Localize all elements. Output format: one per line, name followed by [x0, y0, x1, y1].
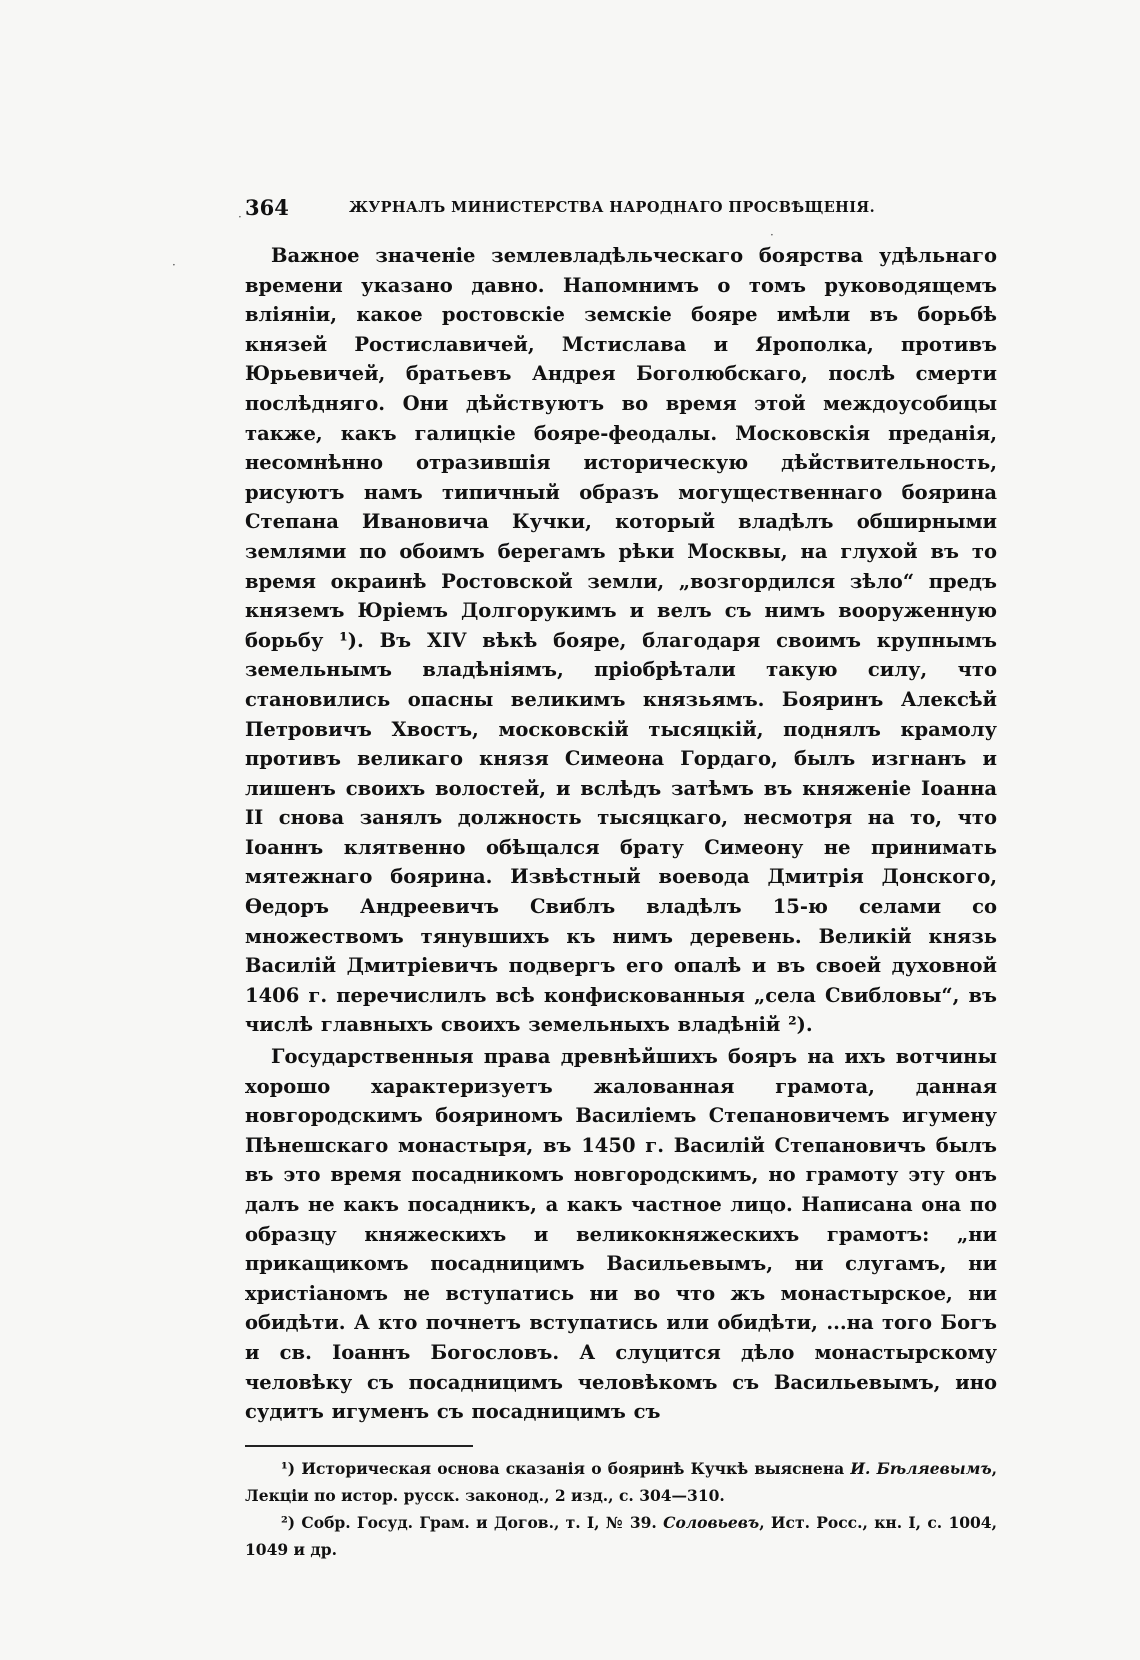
- footnote-2-author: Соловьевъ: [663, 1512, 760, 1532]
- footnotes: [245, 1455, 997, 1563]
- footnote-2: [245, 1509, 997, 1563]
- paragraph-1: Важное значеніе землевладѣльческаго боярства удѣльнаго времени указано давно. Напомнимъ о томъ руководящемъ вліяніи, какое ростовскіе земскіе бояре имѣли въ борьбѣ князей Ростиславичей, Мстислава и Ярополка, противъ Юрьевичей, братьевъ Андрея Боголюбскаго, послѣ смерти послѣдняго. Они дѣйствуютъ во время этой междоусобицы также, какъ галицкіе бояре-феодалы. Московскія преданія, несомнѣнно отразившія историческую дѣйствительность, рисуютъ намъ типичный образъ могущественнаго боярина Степана Ивановича Кучки, который владѣлъ обширными землями по обоимъ берегамъ рѣки Москвы, на глухой въ то время окраинѣ Ростовской земли, „возгордился зѣло“ предъ княземъ Юріемъ Долгорукимъ и велъ съ нимъ вооруженную борьбу ¹). Въ XIV вѣкѣ бояре, благодаря своимъ крупнымъ земельнымъ владѣніямъ, пріобрѣтали такую силу, что становились опасны великимъ князьямъ. Бояринъ Алексѣй Петровичъ Хвостъ, московскій тысяцкій, поднялъ крамолу противъ великаго князя Симеона Гордаго, былъ изгнанъ и лишенъ своихъ волостей, и вслѣдъ затѣмъ въ княженіе Іоанна II снова занялъ должность тысяцкаго, несмотря на то, что Іоаннъ клятвенно обѣщался брату Симеону не принимать мятежнаго боярина. Извѣстный воевода Дмитрія Донского, Өедоръ Андреевичъ Свиблъ владѣлъ 15-ю селами со множествомъ тянувшихъ къ нимъ деревень. Великій князь Василій Дмитріевичъ подвергъ его опалѣ и въ своей духовной 1406 г. перечислилъ всѣ конфискованныя „села Свибловы“, въ числѣ главныхъ своихъ земельныхъ владѣній ²).: [245, 244, 997, 1037]
- journal-title: ЖУРНАЛЪ МИНИСТЕРСТВА НАРОДНАГО ПРОСВѢЩЕНІЯ.: [349, 199, 876, 216]
- running-head: [245, 195, 997, 225]
- page-number: 364: [245, 195, 289, 220]
- paragraph-2: Государственныя права древнѣйшихъ бояръ на ихъ вотчины хорошо характеризуетъ жалованная грамота, данная новгородскимъ бояриномъ Василіемъ Степановичемъ игумену Пѣнешскаго монастыря, въ 1450 г. Василій Степановичъ былъ въ это время посадникомъ новгородскимъ, но грамоту эту онъ далъ не какъ посадникъ, а какъ частное лицо. Написана она по образцу княжескихъ и великокняжескихъ грамотъ: „ни прикащикомъ посадницимъ Васильевымъ, ни слугамъ, ни христіаномъ не вступатись ни во что жъ монастырское, ни обидѣти. А кто почнетъ вступатись или обидѣти, ...на того Богъ и св. Іоаннъ Богословъ. А слуцится дѣло монастырскому человѣку съ посадницимъ человѣкомъ съ Васильевымъ, ино судитъ игуменъ съ посадницимъ съ: [245, 1045, 997, 1424]
- footnote-divider: [245, 1445, 473, 1447]
- footnote-1: [245, 1455, 997, 1509]
- footnote-1-author: И. Бѣляевымъ: [850, 1458, 992, 1478]
- print-speck: ·: [770, 228, 774, 242]
- footnote-2-prefix: ²) Собр. Госуд. Грам. и Догов., т. I, № 39.: [281, 1512, 664, 1532]
- print-speck: ·: [172, 258, 176, 272]
- print-speck: ·: [238, 210, 242, 224]
- footnote-1-suffix: , Лекціи по истор. русск. законод., 2 изд., с. 304—310.: [245, 1458, 997, 1505]
- book-page: [245, 195, 997, 1563]
- body-text: [245, 241, 997, 1427]
- footnote-1-prefix: ¹) Историческая основа сказанія о бояринѣ Кучкѣ выяснена: [281, 1458, 851, 1478]
- footnote-2-suffix: , Ист. Росс., кн. I, с. 1004, 1049 и др.: [245, 1512, 997, 1559]
